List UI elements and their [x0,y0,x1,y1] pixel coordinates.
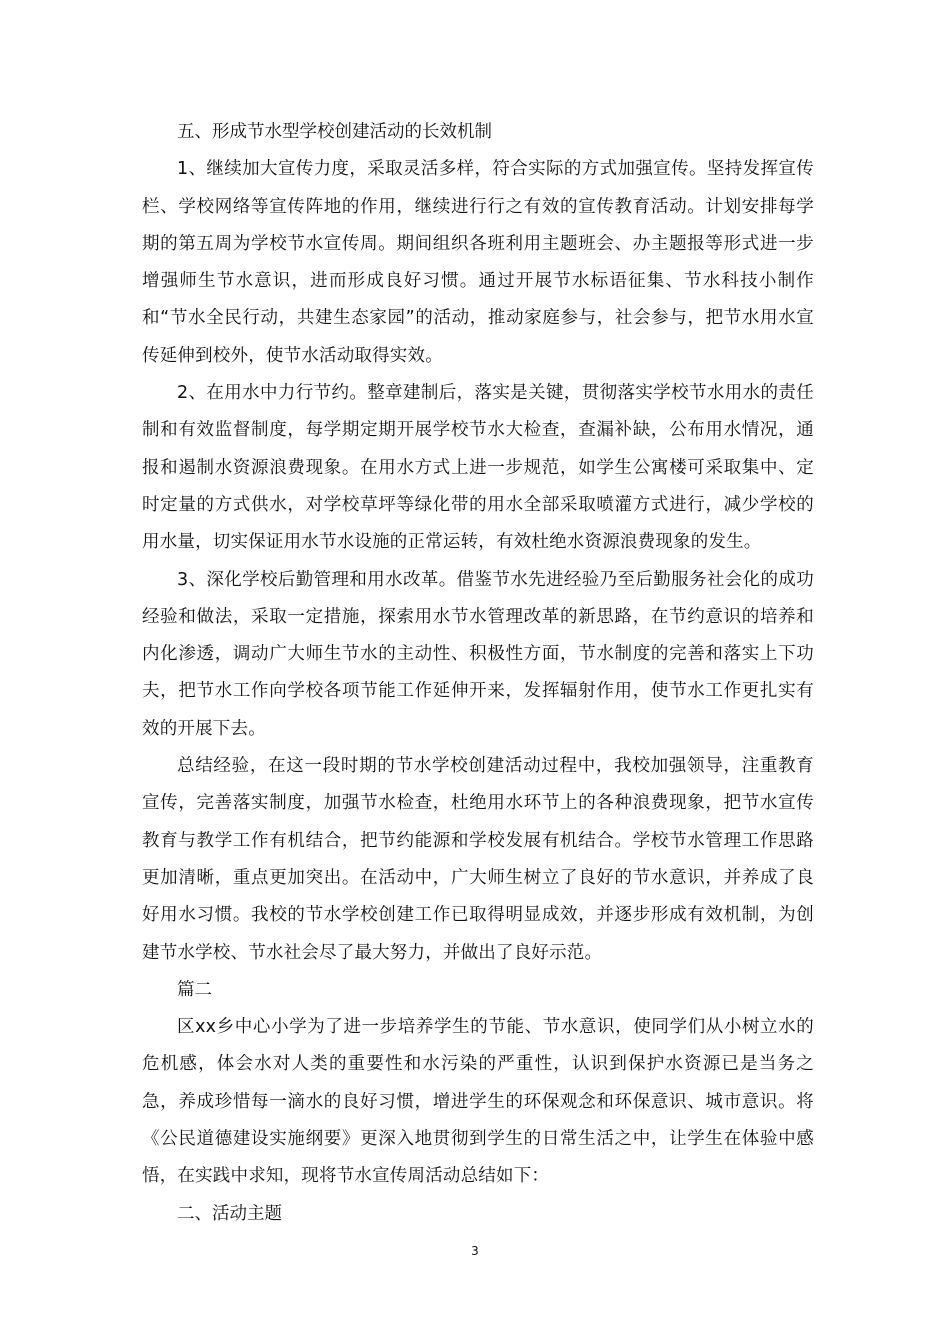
section-heading-part-two: 篇二 [177,979,212,1000]
paragraph-publicity: 1、继续加大宣传力度，采取灵活多样，符合实际的方式加强宣传。坚持发挥宣传栏、学校网络等宣传阵地的作用，继续进行行之有效的宣传教育活动。计划安排每学期的第五周为学校节水宣传周。期间组织各班利用主题班会、办主题报等形式进一步增强师生节水意识，进而形成良好习惯。通过开展节水标语征集、节水科技小制作和“节水全民行动，共建生态家园”的活动，推动家庭参与，社会参与，把节水用水宣传延伸到校外，使节水活动取得实效。 [142,159,814,366]
document-body [142,114,814,1233]
paragraph-introduction: 区xx乡中心小学为了进一步培养学生的节能、节水意识，使同学们从小树立水的危机感，体会水对人类的重要性和水污染的严重性，认识到保护水资源已是当务之急，养成珍惜每一滴水的良好习惯，增进学生的环保观念和环保意识、城市意识。将《公民道德建设实施纲要》更深入地贯彻到学生的日常生活之中，让学生在体验中感悟，在实践中求知，现将节水宣传周活动总结如下： [142,1017,814,1187]
section-heading-activity-theme: 二、活动主题 [177,1203,282,1224]
section-heading-mechanism: 五、形成节水型学校创建活动的长效机制 [177,122,492,142]
paragraph-water-saving-practice: 2、在用水中力行节约。整章建制后，落实是关键，贯彻落实学校节水用水的责任制和有效监督制度，每学期定期开展学校节水大检查，查漏补缺，公布用水情况，通报和遏制水资源浪费现象。在用水方式上进一步规范，如学生公寓楼可采取集中、定时定量的方式供水，对学校草坪等绿化带的用水全部采取喷灌方式进行，减少学校的用水量，切实保证用水节水设施的正常运转，有效杜绝水资源浪费现象的发生。 [142,383,814,553]
page-number: 3 [471,1244,479,1258]
paragraph-summary: 总结经验，在这一段时期的节水学校创建活动过程中，我校加强领导，注重教育宣传，完善落实制度，加强节水检查，杜绝用水环节上的各种浪费现象，把节水宣传教育与教学工作有机结合，把节约能源和学校发展有机结合。学校节水管理工作思路更加清晰，重点更加突出。在活动中，广大师生树立了良好的节水意识，并养成了良好用水习惯。我校的节水学校创建工作已取得明显成效，并逐步形成有效机制，为创建节水学校、节水社会尽了最大努力，并做出了良好示范。 [142,756,814,963]
paragraph-logistics-reform: 3、深化学校后勤管理和用水改革。借鉴节水先进经验乃至后勤服务社会化的成功经验和做法，采取一定措施，探索用水节水管理改革的新思路，在节约意识的培养和内化渗透，调动广大师生节水的主动性、积极性方面，节水制度的完善和落实上下功夫，把节水工作向学校各项节能工作延伸开来，发挥辐射作用，使节水工作更扎实有效的开展下去。 [142,569,814,739]
